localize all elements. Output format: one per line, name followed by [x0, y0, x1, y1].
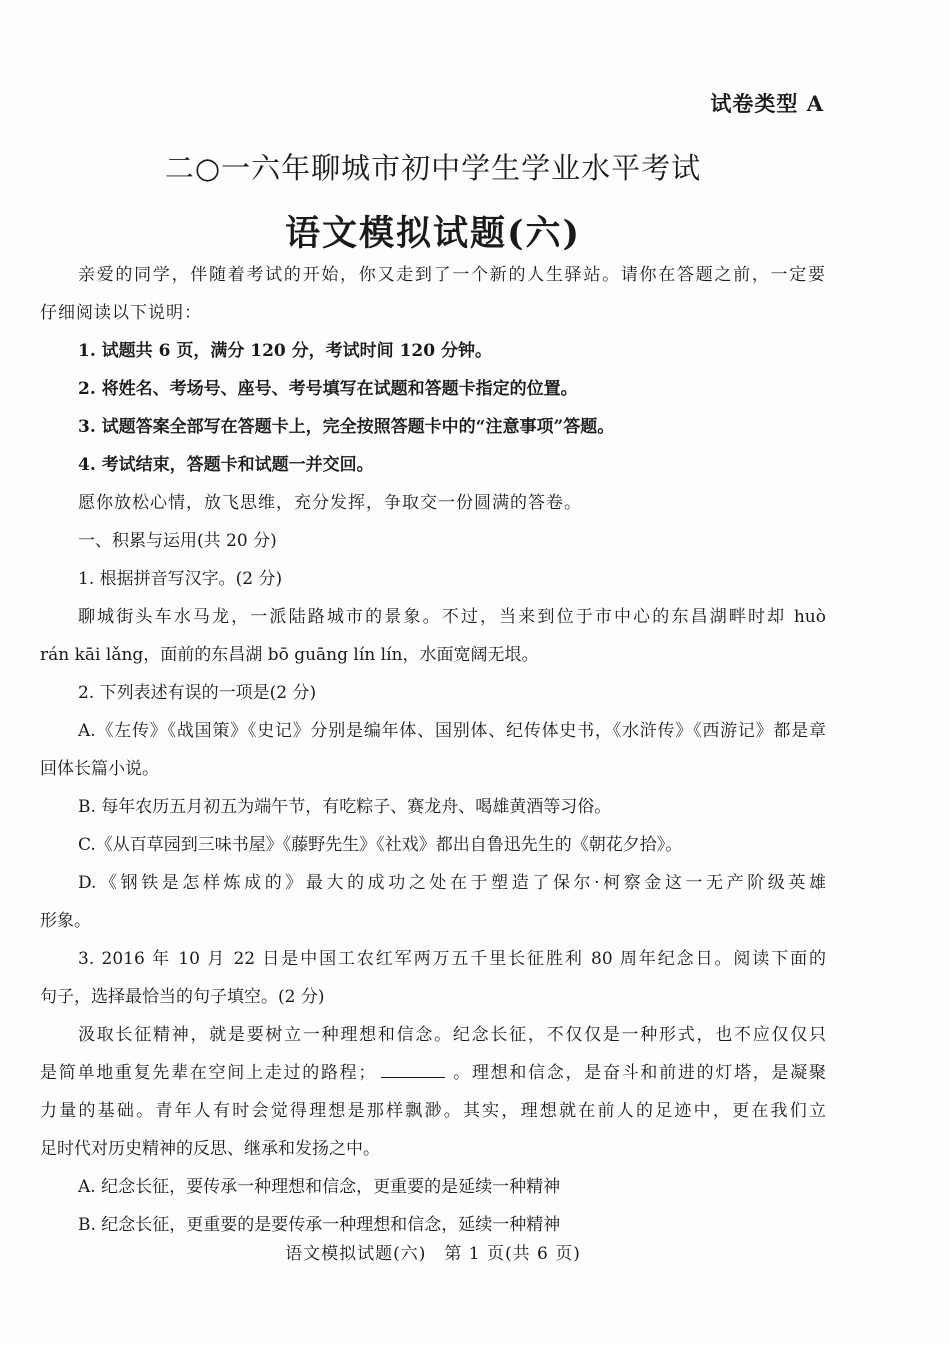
- intro-greeting-line-2: 仔细阅读以下说明：: [40, 303, 202, 323]
- question-1-text-line-2: rán kāi lǎng，面前的东昌湖 bō guāng lín lín，水面宽阔无垠。: [40, 645, 539, 665]
- rule-item: 3. 试题答案全部写在答题卡上，完全按照答题卡中的“注意事项”答题。: [78, 417, 615, 437]
- question-3-stem-line-1: 3. 2016 年 10 月 22 日是中国工农红军两万五千里长征胜利 80 周年纪念日。阅读下面的: [78, 949, 826, 969]
- question-3-passage-line-2: [40, 1054, 826, 1092]
- question-3-stem-line-2: 句子，选择最恰当的句子填空。(2 分): [40, 987, 325, 1007]
- exam-title: 二○一六年聊城市初中学生学业水平考试: [164, 151, 702, 185]
- question-3-option-b: B. 纪念长征，更重要的是要传承一种理想和信念，延续一种精神: [78, 1215, 561, 1235]
- question-3-option-a: A. 纪念长征，要传承一种理想和信念，更重要的是延续一种精神: [78, 1177, 561, 1197]
- exam-content: [40, 256, 826, 1244]
- answer-blank: [381, 1059, 445, 1078]
- section-heading: 一、积累与运用(共 20 分): [78, 531, 277, 551]
- question-3-passage-line-3: 力量的基础。青年人有时会觉得理想是那样飘渺。其实，理想就在前人的足迹中，更在我们立: [40, 1101, 826, 1121]
- question-2-option-a-line-2: 回体长篇小说。: [40, 759, 159, 779]
- question-2-option-b: B. 每年农历五月初五为端午节，有吃粽子、赛龙舟、喝雄黄酒等习俗。: [78, 797, 612, 817]
- question-3-passage-line-1: 汲取长征精神，就是要树立一种理想和信念。纪念长征，不仅仅是一种形式，也不应仅仅只: [78, 1025, 826, 1045]
- question-2-option-d-line-2: 形象。: [40, 911, 91, 931]
- page-footer: 语文模拟试题(六) 第 1 页(共 6 页): [285, 1244, 581, 1264]
- question-1-text-line-1: 聊城街头车水马龙，一派陆路城市的景象。不过，当来到位于市中心的东昌湖畔时却 huò: [78, 607, 826, 627]
- question-3-passage-line-2b: 。理想和信念，是奋斗和前进的灯塔，是凝聚: [451, 1063, 827, 1083]
- question-3-passage-line-2a: 是简单地重复先辈在空间上走过的路程；: [40, 1063, 376, 1083]
- question-2-stem: 2. 下列表述有误的一项是(2 分): [78, 683, 317, 703]
- question-1-stem: 1. 根据拼音写汉字。(2 分): [78, 569, 283, 589]
- rule-item: 2. 将姓名、考场号、座号、考号填写在试题和答题卡指定的位置。: [78, 379, 578, 399]
- question-3-passage-line-4: 足时代对历史精神的反思、继承和发扬之中。: [40, 1139, 380, 1159]
- rule-item: 4. 考试结束，答题卡和试题一并交回。: [78, 455, 374, 475]
- question-2-option-a-line-1: A.《左传》《战国策》《史记》分别是编年体、国别体、纪传体史书，《水浒传》《西游记》都是章: [78, 721, 826, 741]
- subject-title: 语文模拟试题(六): [284, 213, 582, 254]
- intro-greeting-line-1: 亲爱的同学，伴随着考试的开始，你又走到了一个新的人生驿站。请你在答题之前，一定要: [78, 265, 826, 285]
- exam-type-label: 试卷类型 A: [710, 91, 824, 116]
- intro-wish: 愿你放松心情，放飞思维，充分发挥，争取交一份圆满的答卷。: [78, 493, 582, 513]
- question-2-option-c: C.《从百草园到三味书屋》《藤野先生》《社戏》都出自鲁迅先生的《朝花夕拾》。: [78, 835, 683, 855]
- question-2-option-d-line-1: D.《钢铁是怎样炼成的》最大的成功之处在于塑造了保尔·柯察金这一无产阶级英雄: [78, 873, 826, 893]
- rule-item: 1. 试题共 6 页，满分 120 分，考试时间 120 分钟。: [78, 341, 492, 361]
